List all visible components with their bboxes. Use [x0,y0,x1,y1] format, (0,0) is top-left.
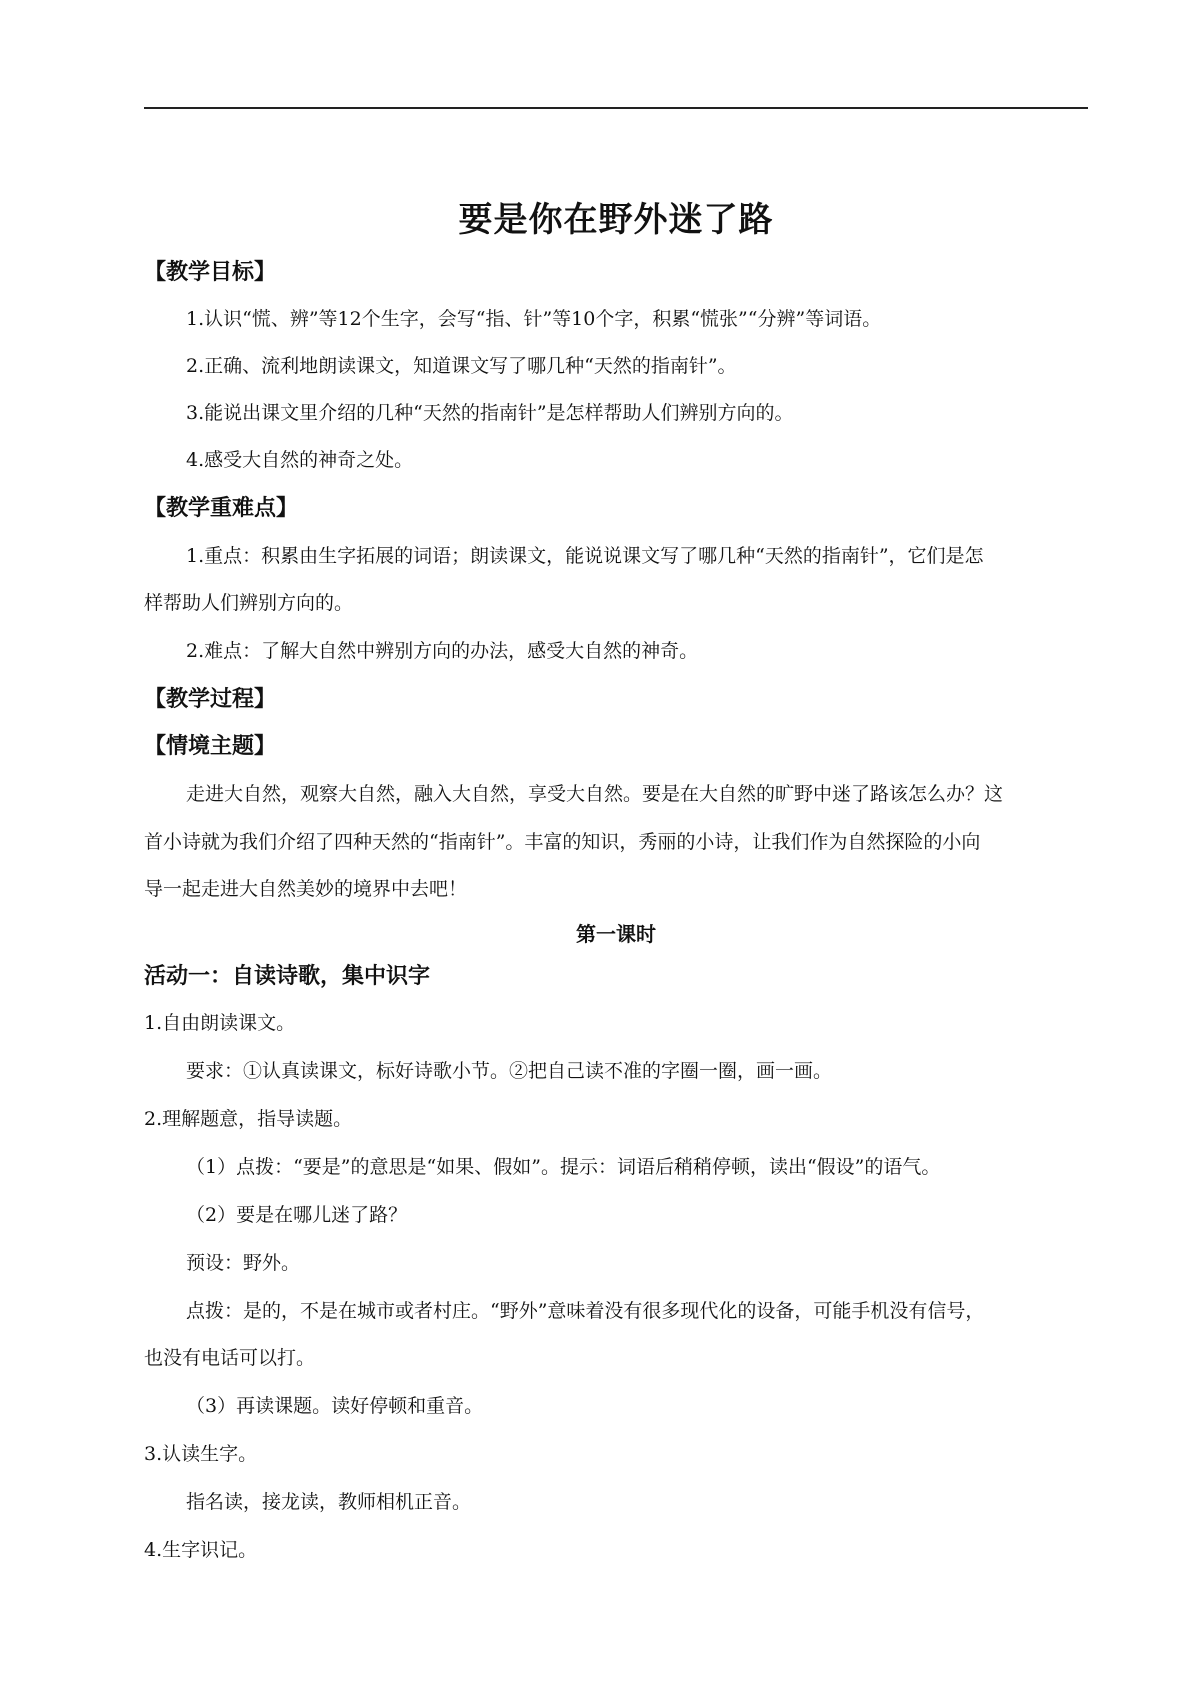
step-3-detail: 指名读，接龙读，教师相机正音。 [186,1491,472,1513]
document-title: 要是你在野外迷了路 [458,200,774,240]
theme-paragraph-line3: 导一起走进大自然美妙的境界中去吧！ [144,878,468,900]
step-2-c: （3）再读课题。读好停顿和重音。 [186,1395,484,1417]
theme-heading: 【情境主题】 [144,733,277,759]
process-heading: 【教学过程】 [144,686,277,712]
step-2-b-hint-line1: 点拨：是的，不是在城市或者村庄。“野外”意味着没有很多现代化的设备，可能手机没有信号， [186,1300,985,1322]
step-2-b-preset: 预设：野外。 [186,1252,301,1274]
goal-item-1: 1.认识“慌、辨”等12个生字，会写“指、针”等10个字，积累“慌张”“分辨”等词语。 [186,308,882,330]
step-1: 1.自由朗读课文。 [144,1012,296,1034]
goal-item-3: 3.能说出课文里介绍的几种“天然的指南针”是怎样帮助人们辨别方向的。 [186,402,794,424]
step-2-b-hint-line2: 也没有电话可以打。 [144,1347,316,1369]
goals-heading: 【教学目标】 [144,259,277,285]
goal-item-4: 4.感受大自然的神奇之处。 [186,449,414,471]
keypoints-heading: 【教学重难点】 [144,495,299,521]
step-3: 3.认读生字。 [144,1443,258,1465]
step-2-b: （2）要是在哪儿迷了路？ [186,1204,408,1226]
goal-item-2: 2.正确、流利地朗读课文，知道课文写了哪几种“天然的指南针”。 [186,355,737,377]
keypoint-item-2: 2.难点：了解大自然中辨别方向的办法，感受大自然的神奇。 [186,640,699,662]
activity-1-heading: 活动一：自读诗歌，集中识字 [144,963,431,989]
lesson-heading: 第一课时 [576,922,656,946]
theme-paragraph-line1: 走进大自然，观察大自然，融入大自然，享受大自然。要是在大自然的旷野中迷了路该怎么办？这 [186,783,1004,805]
step-2: 2.理解题意，指导读题。 [144,1108,353,1130]
step-2-a: （1）点拨：“要是”的意思是“如果、假如”。提示：词语后稍稍停顿，读出“假设”的语气。 [186,1156,941,1178]
header-rule [144,107,1088,109]
theme-paragraph-line2: 首小诗就为我们介绍了四种天然的“指南针”。丰富的知识，秀丽的小诗，让我们作为自然探险的小向 [144,831,981,853]
step-1-requirement: 要求：①认真读课文，标好诗歌小节。②把自己读不准的字圈一圈，画一画。 [186,1060,833,1082]
keypoint-item-1-line1: 1.重点：积累由生字拓展的词语；朗读课文，能说说课文写了哪几种“天然的指南针”，它们是怎 [186,545,984,567]
step-4: 4.生字识记。 [144,1539,258,1561]
keypoint-item-1-line2: 样帮助人们辨别方向的。 [144,592,354,614]
